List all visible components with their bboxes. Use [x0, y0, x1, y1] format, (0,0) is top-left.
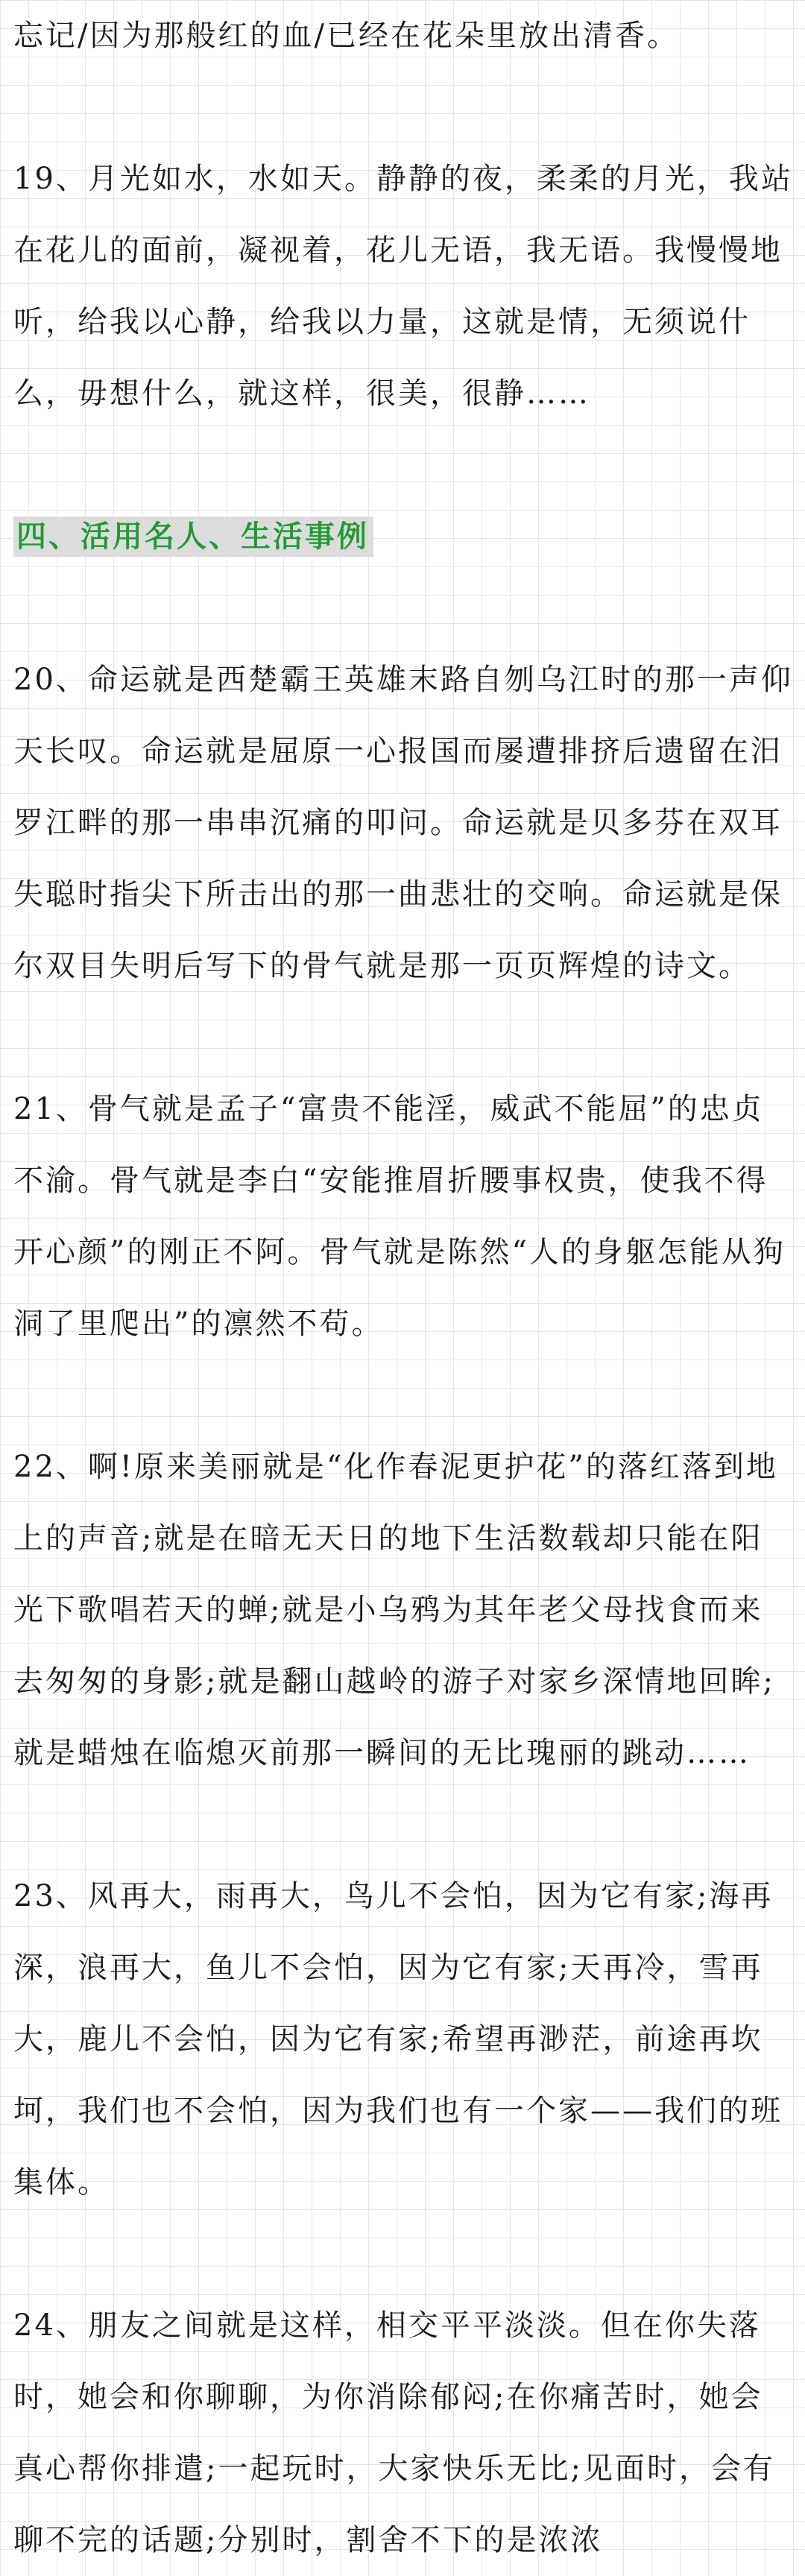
paragraph-gap	[13, 429, 795, 501]
paragraph-23: 23、风再大，雨再大，鸟儿不会怕，因为它有家;海再深，浪再大，鱼儿不会怕，因为它有家;天再冷，雪再大，鹿儿不会怕，因为它有家;希望再渺茫，前途再坎坷，我们也不会怕，因为我们也有一个家——我们的班集体。	[13, 1879, 783, 2200]
paragraph-19: 19、月光如水，水如天。静静的夜，柔柔的月光，我站在花儿的面前，凝视着，花儿无语，我无语。我慢慢地听，给我以心静，给我以力量，这就是情，无须说什么，毋想什么，就这样，很美，很静……	[13, 162, 793, 411]
paragraph-continued: 忘记/因为那般红的血/已经在花朵里放出清香。	[13, 19, 679, 53]
paragraph-gap	[13, 1789, 795, 1860]
paragraph-20: 20、命运就是西楚霸王英雄末路自刎乌江时的那一声仰天长叹。命运就是屈原一心报国而屡遭排挤后遗留在汨罗江畔的那一串串沉痛的叩问。命运就是贝多芬在双耳失聪时指尖下所击出的那一曲悲壮的交响。命运就是保尔双目失明后写下的骨气就是那一页页辉煌的诗文。	[13, 663, 793, 983]
paragraph-gap	[13, 2218, 795, 2290]
section-heading-4	[13, 501, 795, 572]
paragraph-gap	[13, 1360, 795, 1431]
section-heading-label: 四、活用名人、生活事例	[13, 517, 373, 557]
paragraph-21: 21、骨气就是孟子“富贵不能淫，威武不能屈”的忠贞不渝。骨气就是李白“安能推眉折腰事权贵，使我不得开心颜”的刚正不阿。骨气就是陈然“人的身躯怎能从狗洞了里爬出”的凛然不苟。	[13, 1092, 786, 1341]
paragraph-22: 22、啊!原来美丽就是“化作春泥更护花”的落红落到地上的声音;就是在暗无天日的地下生活数载却只能在阳光下歌唱若天的蝉;就是小乌鸦为其年老父母找食而来去匆匆的身影;就是翻山越岭的游子对家乡深情地回眸;就是蜡烛在临熄灭前那一瞬间的无比瑰丽的跳动……	[13, 1450, 778, 1770]
paragraph-24: 24、朋友之间就是这样，相交平平淡淡。但在你失落时，她会和你聊聊，为你消除郁闷;在你痛苦时，她会真心帮你排遣;一起玩时，大家快乐无比;见面时，会有聊不完的话题;分别时，割舍不下的是浓浓	[13, 2308, 775, 2557]
paragraph-gap	[13, 72, 795, 143]
paragraph-gap	[13, 1002, 795, 1073]
paragraph-gap	[13, 572, 795, 644]
